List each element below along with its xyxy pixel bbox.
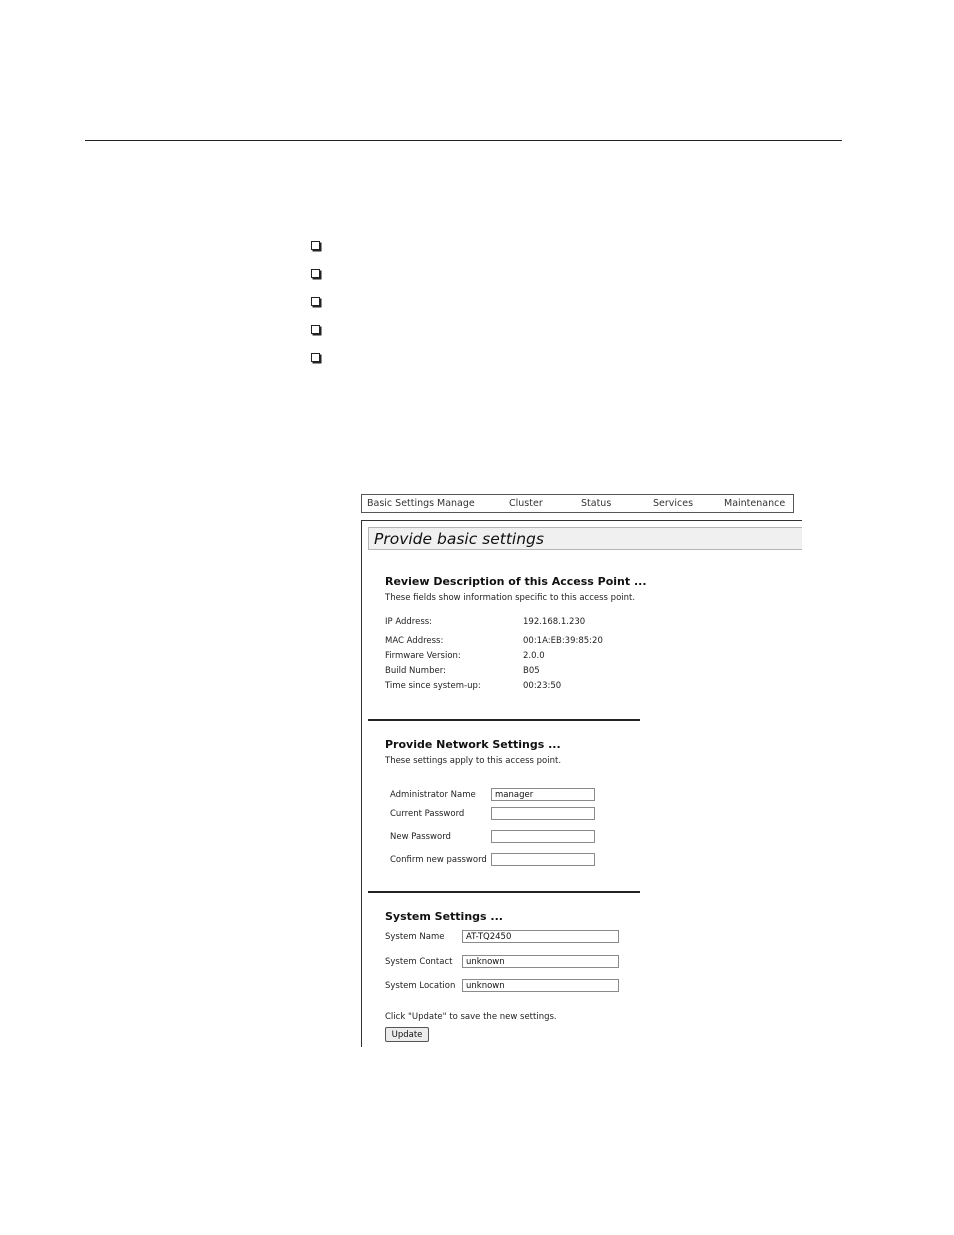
checkbox-bullet-icon [311,269,320,278]
current-password-input[interactable] [491,807,595,820]
review-subtitle: These fields show information specific to this access point. [385,593,636,603]
section-divider [368,891,640,893]
system-location-label: System Location [385,981,456,991]
section-divider [368,719,640,721]
system-location-input[interactable] [462,979,619,992]
network-heading: Provide Network Settings ... [385,738,561,751]
mac-address-value: 00:1A:EB:39:85:20 [523,636,603,646]
current-password-label: Current Password [390,809,465,819]
mac-address-label: MAC Address: [385,636,444,646]
top-nav [361,494,794,513]
header-rule [85,140,842,141]
new-password-label: New Password [390,832,451,842]
update-hint: Click "Update" to save the new settings. [385,1012,557,1022]
system-name-label: System Name [385,932,445,942]
panel-border-left [361,520,362,1047]
nav-maintenance[interactable]: Maintenance [724,498,786,509]
nav-status[interactable]: Status [581,498,612,509]
page-title: Provide basic settings [374,530,544,548]
system-contact-label: System Contact [385,957,453,967]
nav-manage[interactable]: Manage [437,498,475,509]
update-button[interactable]: Update [385,1027,429,1042]
new-password-input[interactable] [491,830,595,843]
panel-border-top [361,520,802,521]
ip-address-value: 192.168.1.230 [523,617,586,627]
build-number-value: B05 [523,666,540,676]
ip-address-label: IP Address: [385,617,433,627]
system-contact-input[interactable] [462,955,619,968]
system-heading: System Settings ... [385,910,503,923]
checkbox-bullet-icon [311,353,320,362]
confirm-password-label: Confirm new password [390,855,487,865]
page-title-bar [368,527,802,550]
admin-name-label: Administrator Name [390,790,476,800]
checkbox-bullet-icon [311,325,320,334]
nav-services[interactable]: Services [653,498,694,509]
uptime-value: 00:23:50 [523,681,562,691]
firmware-version-label: Firmware Version: [385,651,461,661]
review-heading: Review Description of this Access Point ... [385,575,647,588]
firmware-version-value: 2.0.0 [523,651,545,661]
build-number-label: Build Number: [385,666,446,676]
checkbox-bullet-icon [311,241,320,250]
uptime-label: Time since system-up: [385,681,481,691]
system-name-input[interactable] [462,930,619,943]
nav-cluster[interactable]: Cluster [509,498,543,509]
confirm-password-input[interactable] [491,853,595,866]
network-subtitle: These settings apply to this access point. [385,756,562,766]
nav-basic-settings[interactable]: Basic Settings [367,498,435,509]
checkbox-bullet-icon [311,297,320,306]
admin-name-input[interactable] [491,788,595,801]
